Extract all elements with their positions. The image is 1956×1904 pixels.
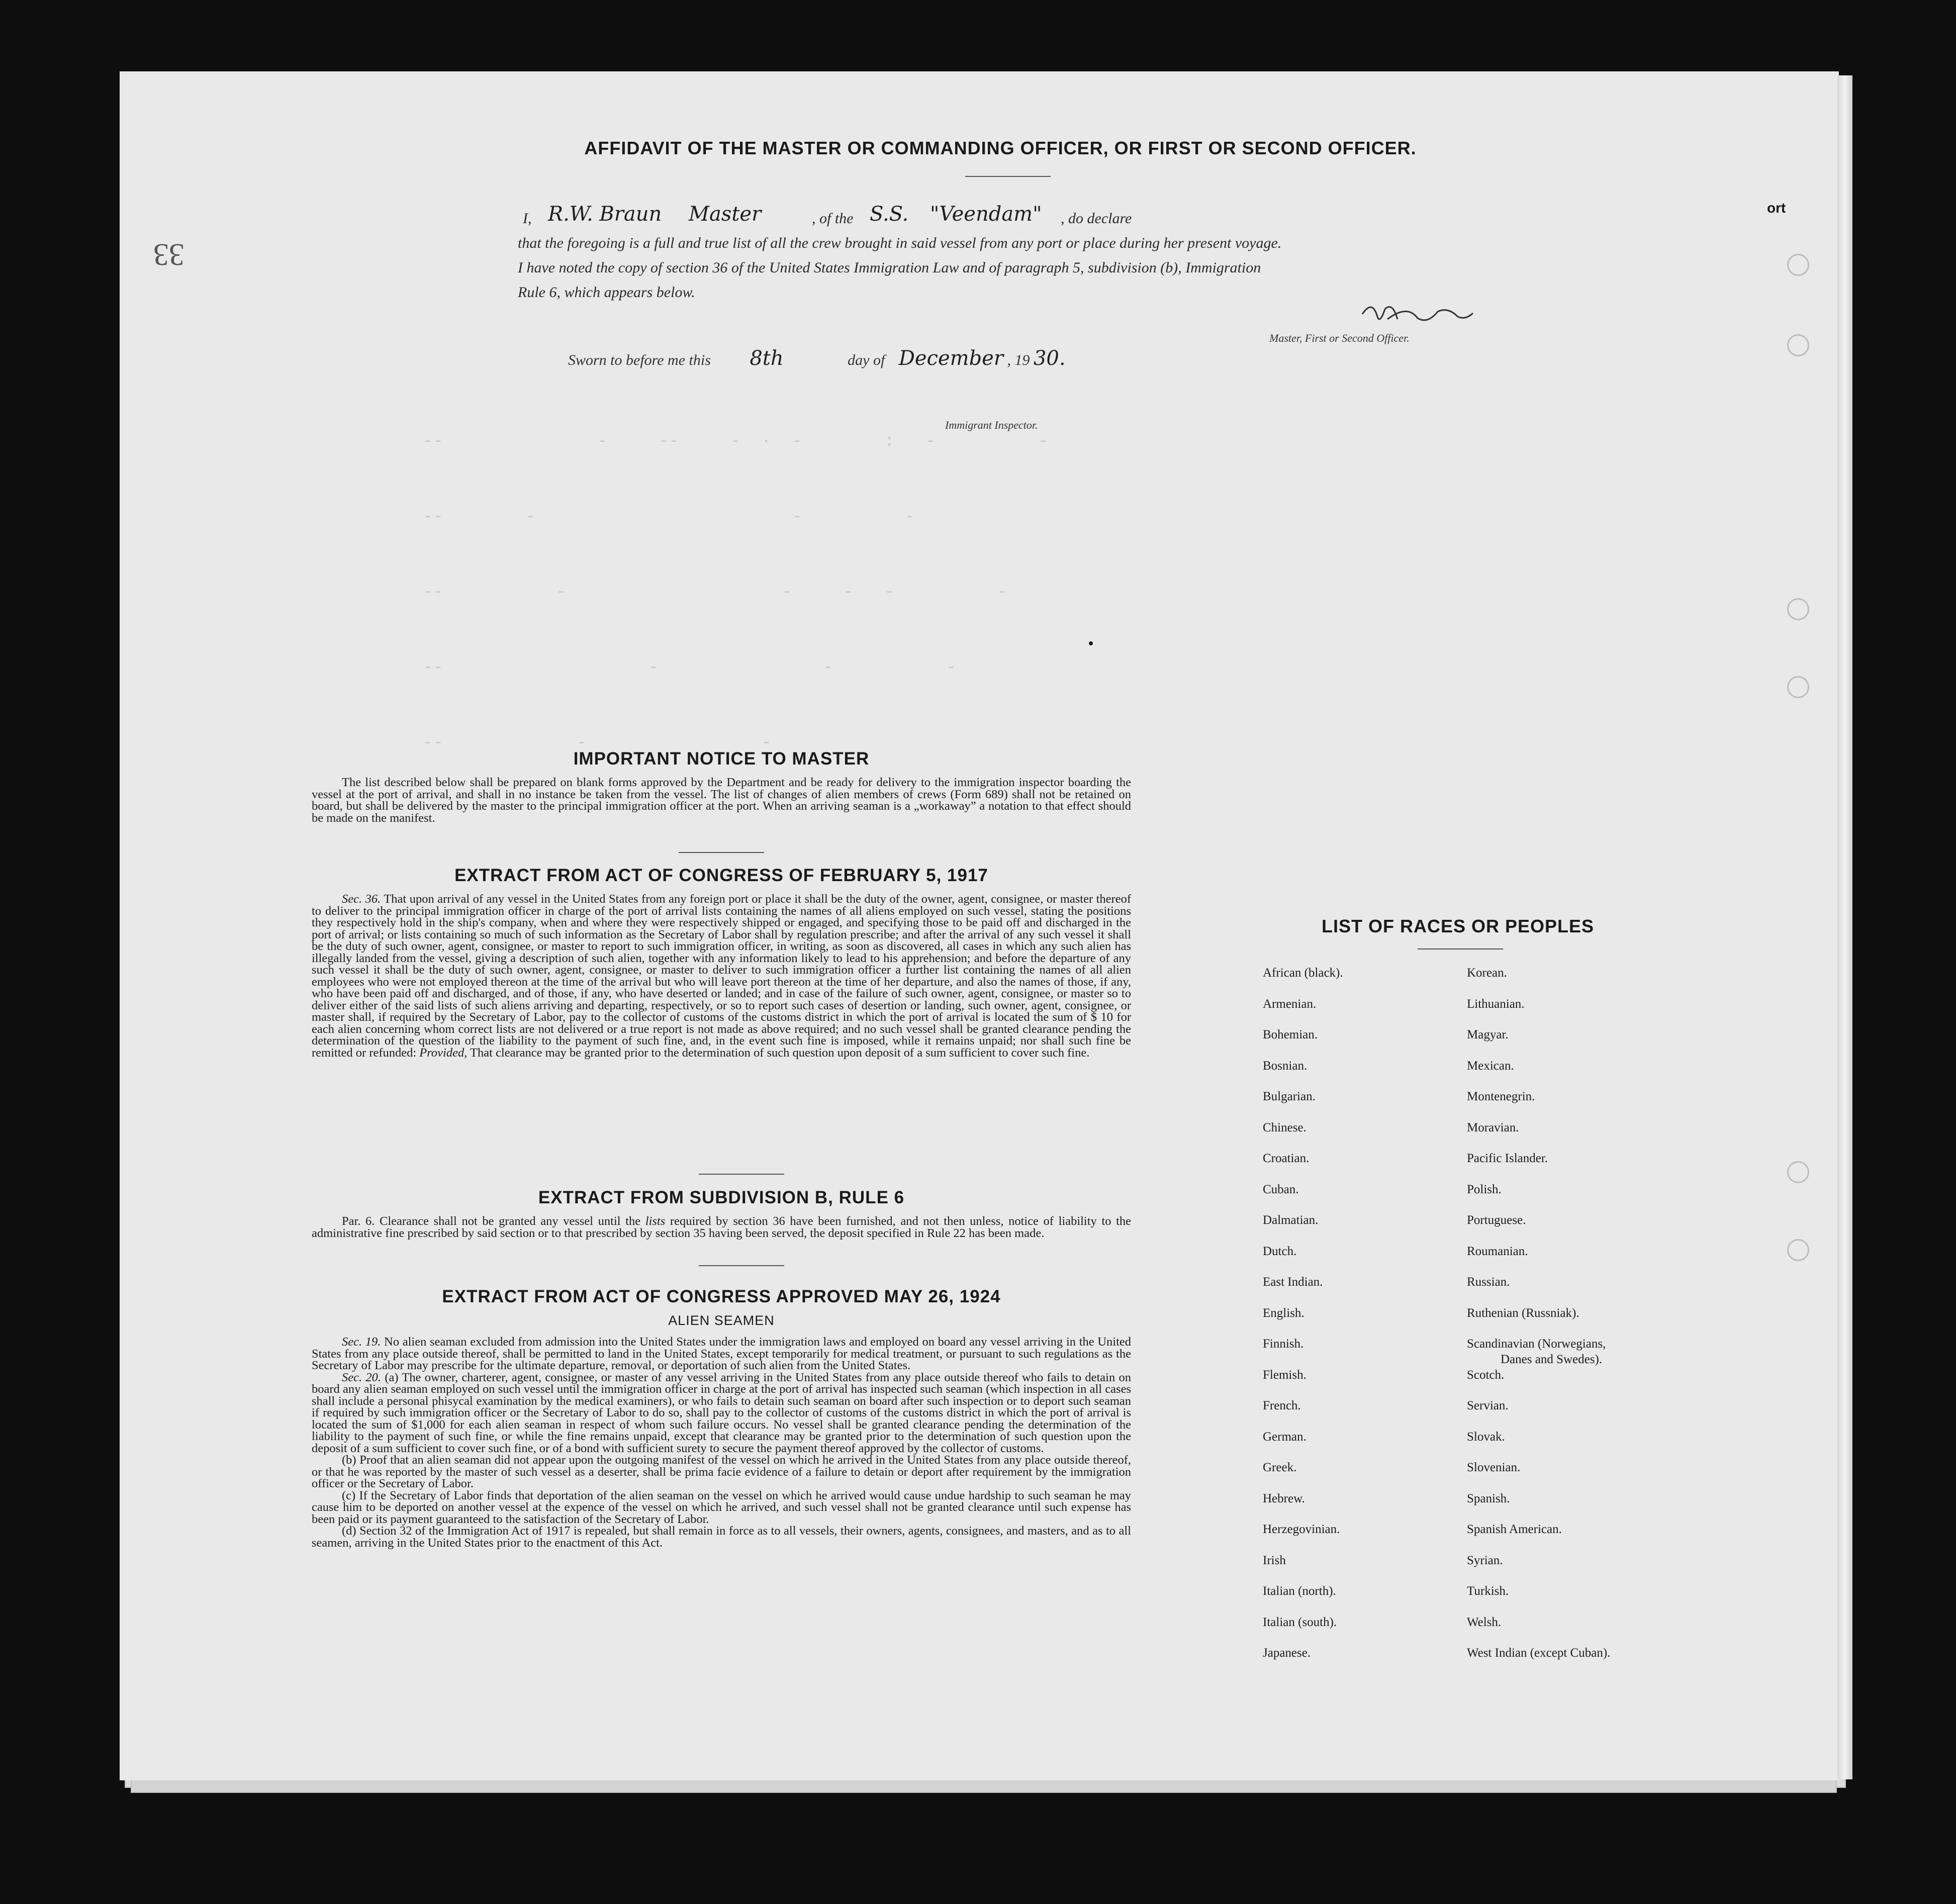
corner-fragment: ort xyxy=(1767,200,1786,216)
race-item-right: Ruthenian (Russniak). xyxy=(1467,1306,1579,1320)
race-item-right: Spanish. xyxy=(1467,1492,1510,1505)
sworn-prefix: Sworn to before me this xyxy=(568,352,711,368)
punch-hole xyxy=(1787,254,1809,276)
of-the-label: , of the xyxy=(812,210,854,227)
race-item-right: Roumanian. xyxy=(1467,1245,1528,1258)
race-item-left: Cuban. xyxy=(1263,1183,1299,1196)
sec-36-body: That upon arrival of any vessel in the United States from any foreign port or place it shall be the duty of the owner, agent, consignee, or master thereof to deliver to the principal immigration officer in charge of the port of arrival lists containing the names of all aliens employed on such vessel, stating the positions they respectively hold in the ship's company, when and where they were respectively shipped or engaged, and specifying those to be paid off and discharged in the port of arrival; or lists containing so much of such information as the Secretary of Labor shall by regulation prescribe; and after the arrival of any such vessel it shall be the duty of such owner, agent, consignee, or master to report to such immigration officer, in writing, as soon as discovered, all cases in which any such alien has illegally landed from the vessel, giving a description of such alien, together with any information likely to lead to his apprehension; and before the departure of any such vessel it shall be the duty of such owner, agent, consignee, or master to deliver to such immigration officer a further list containing the names of all alien employees who were not employed thereon at the time of the arrival but who will leave port thereon at the time of her departure, and also the names of those, if any, who have been paid off and discharged, and of those, if any, who have deserted or landed; and in case of the failure of such owner, agent, consignee, or master so to deliver either of the said lists of such aliens arriving and departing, respectively, or so to report such cases of desertion or landing, such owner, agent, consignee, or master shall, if required by the Secretary of Labor, pay to the collector of customs of the customs district in which the port of arrival is located the sum of $ 10 for each alien concerning whom correct lists are not delivered or a true report is not made as above required; and no such vessel shall be granted clearance pending the determination of the question of the liability to the payment of such fine, and, in the event such fine is imposed, while it remains unpaid; nor shall such fine be remitted or refunded: xyxy=(312,892,1132,1060)
divider xyxy=(1418,948,1503,949)
sec-20b-paragraph: (b) Proof that an alien seaman did not appear upon the outgoing manifest of the vessel on which he arrived in the United States from any place outside thereof, or that he was reported by the master of such vessel as a deserter, shall be prima facie evidence of a failure to detain or deport after requirement by the immigration officer or the Secretary of Labor. xyxy=(312,1453,1131,1490)
race-item-left: Italian (south). xyxy=(1263,1615,1337,1629)
race-item-left: Flemish. xyxy=(1263,1368,1307,1382)
race-item-left: African (black). xyxy=(1263,966,1343,980)
sec-36-paragraph xyxy=(312,893,1131,1059)
provided-word: Provided, xyxy=(419,1045,468,1060)
page-edge xyxy=(1837,75,1852,1779)
bleed-through-text: -- - - - xyxy=(402,658,956,678)
race-item-left: Bosnian. xyxy=(1263,1059,1308,1073)
race-item-right: Mexican. xyxy=(1467,1059,1514,1073)
race-item-right: Servian. xyxy=(1467,1399,1509,1412)
rule-6-body: Par. 6. Clearance shall not be granted any vessel until the xyxy=(342,1214,641,1228)
handwritten-signature xyxy=(1357,294,1478,337)
race-item-right: Turkish. xyxy=(1467,1584,1509,1598)
sec-20a-body: (a) The owner, charterer, agent, consignee, or master of any vessel arriving in the United States from any place outside thereof who fails to detain on board any alien seaman employed on such vessel until the immigration officer in charge at the port of arrival has inspected such seaman (which inspection in all cases shall include a personal phisycal examination by the medical examiners), or who fails to detain such seaman on board after such inspection or to deport such seaman if required by such immigration officer or the Secretary of Labor to do so, shall pay to the collector of customs of the customs district in which the port of arrival is located the sum of $1,000 for each alien seaman in respect of whom such failure occurs. No vessel shall be granted clearance pending the determination of the liability to the payment of such fine, or while the fine remains unpaid, except that clearance may be granted prior to the determination of such question upon the deposit of a sum sufficient to cover such fine, or of a bond with sufficient surety to secure the payment thereof approved by the collector of customs. xyxy=(312,1370,1132,1455)
races-title: LIST OF RACES OR PEOPLES xyxy=(1321,916,1595,936)
rule-6-tail: required by section 36 have been furnished, and not then unless, notice of liability to the administrative fine prescribed by said section or to that prescribed by section 35 having been served, the deposit specified in Rule 22 has been made. xyxy=(312,1214,1132,1240)
sworn-day: 8th xyxy=(750,347,784,370)
race-continuation: Danes and Swedes). xyxy=(1501,1353,1603,1366)
race-item-left: East Indian. xyxy=(1263,1275,1323,1289)
affidavit-text xyxy=(518,203,1473,305)
race-item-right: Magyar. xyxy=(1467,1028,1509,1041)
bleed-through-text: -- - - xyxy=(402,734,772,753)
race-item-left: Armenian. xyxy=(1263,997,1317,1011)
affidavit-prefix: I, xyxy=(523,210,532,227)
race-item-left: Bulgarian. xyxy=(1263,1090,1316,1103)
race-item-left: Finnish. xyxy=(1263,1337,1304,1351)
race-item-left: Japanese. xyxy=(1263,1646,1311,1660)
affidavit-line-3: I have noted the copy of section 36 of the United States Immigration Law and of paragraph 5, subdivision (b), Immigration xyxy=(518,259,1261,276)
sworn-day-of: day of xyxy=(848,352,885,368)
act-1924-title: EXTRACT FROM ACT OF CONGRESS APPROVED MAY 26, 1924 xyxy=(442,1287,1001,1306)
race-item-right: Moravian. xyxy=(1467,1121,1519,1134)
lists-word: lists xyxy=(645,1214,666,1228)
bleed-through-text: -- - - - xyxy=(402,508,915,527)
act-1917-title: EXTRACT FROM ACT OF CONGRESS OF FEBRUARY 5, 1917 xyxy=(454,866,988,885)
divider xyxy=(699,1174,784,1175)
rule-6-paragraph xyxy=(312,1215,1131,1239)
signature-label: Master, First or Second Officer. xyxy=(1269,332,1410,344)
sworn-month: December xyxy=(898,347,1003,370)
bleed-through-text: -- - -- - · - : - - xyxy=(402,432,1049,451)
vessel-type: S.S. xyxy=(870,203,909,226)
race-item-right: West Indian (except Cuban). xyxy=(1467,1646,1611,1660)
sec-20c-paragraph: (c) If the Secretary of Labor finds that deportation of the alien seaman on the vessel on which he arrived would cause undue hardship to such seaman he may cause him to be deported on another vessel at the expence of the vessel on which he arrived, and such vessel shall not be granted clearance until such expense has been paid or its payment guaranteed to the satisfaction of the Secretary of Labor. xyxy=(312,1488,1131,1526)
sec-36-tail: That clearance may be granted prior to the determination of such question upon deposit of a sum sufficient to cover such fine. xyxy=(470,1045,1090,1060)
race-item-right: Spanish American. xyxy=(1467,1522,1562,1536)
race-item-right: Lithuanian. xyxy=(1467,997,1525,1011)
do-declare-label: , do declare xyxy=(1061,210,1132,227)
race-item-left: Italian (north). xyxy=(1263,1584,1336,1598)
divider xyxy=(699,1265,784,1266)
punch-hole xyxy=(1787,1239,1809,1261)
race-item-right: Scandinavian (Norwegians, xyxy=(1467,1337,1606,1351)
race-item-left: English. xyxy=(1263,1306,1305,1320)
sec-20-label: Sec. 20. xyxy=(342,1370,382,1384)
affidavit-line-4: Rule 6, which appears below. xyxy=(518,284,695,301)
race-item-right: Welsh. xyxy=(1467,1615,1502,1629)
affidavit-line-2: that the foregoing is a full and true list of all the crew brought in said vessel from any port or place during her present voyage. xyxy=(518,235,1282,251)
race-item-right: Portuguese. xyxy=(1467,1213,1526,1227)
sec-19-body: No alien seaman excluded from admission into the United States under the immigration laws and employed on board any vessel arriving in the United States from any place outside thereof, shall be permitted to land in the United States, except temporarily for medical treatment, or pursuant to such regulations as the Secretary of Labor may prescribe for the ultimate departure, removal, or deportation of such alien from the United States. xyxy=(312,1335,1131,1372)
race-item-right: Korean. xyxy=(1467,966,1507,980)
race-item-right: Slovenian. xyxy=(1467,1461,1521,1474)
sec-20a-paragraph xyxy=(312,1372,1131,1455)
race-item-right: Syrian. xyxy=(1467,1554,1503,1567)
sworn-year: 30. xyxy=(1033,347,1066,370)
race-item-left: Bohemian. xyxy=(1263,1028,1318,1041)
master-name: R.W. Braun xyxy=(548,203,662,226)
race-item-right: Slovak. xyxy=(1467,1430,1505,1444)
race-item-right: Montenegrin. xyxy=(1467,1090,1535,1103)
affidavit-title: AFFIDAVIT OF THE MASTER OR COMMANDING OFFICER, OR FIRST OR SECOND OFFICER. xyxy=(584,138,1417,158)
divider xyxy=(965,176,1051,177)
sec-19-label: Sec. 19. xyxy=(342,1335,381,1349)
alien-seamen-subtitle: ALIEN SEAMEN xyxy=(668,1313,775,1328)
bleed-through-text: -- - - - - - xyxy=(402,583,1007,602)
act-1917-text xyxy=(312,893,1131,1059)
punch-hole xyxy=(1787,1161,1809,1183)
notice-text xyxy=(312,777,1131,824)
race-item-left: Dutch. xyxy=(1263,1245,1297,1258)
rule-6-title: EXTRACT FROM SUBDIVISION B, RULE 6 xyxy=(538,1188,905,1207)
punch-hole xyxy=(1787,676,1809,698)
sec-19-paragraph xyxy=(312,1336,1131,1372)
sec-36-label: Sec. 36. xyxy=(342,892,381,906)
race-item-left: Irish xyxy=(1263,1554,1286,1567)
ink-dot xyxy=(1089,641,1093,645)
affidavit-line-1 xyxy=(518,203,1473,231)
notice-title: IMPORTANT NOTICE TO MASTER xyxy=(573,749,870,769)
act-1924-text xyxy=(312,1336,1131,1549)
notice-paragraph: The list described below shall be prepared on blank forms approved by the Department and be ready for delivery to the immigration inspector boarding the vessel at the port of arrival, and shall in no instance be taken from the vessel. The list of changes of alien members of crews (Form 689) shall not be retained on board, but shall be delivered by the master to the principal immigration officer at the port. When an arriving seaman is a „workaway” a notation to that effect should be made on the manifest. xyxy=(312,776,1131,825)
race-item-left: French. xyxy=(1263,1399,1301,1412)
race-item-left: Chinese. xyxy=(1263,1121,1307,1134)
race-item-right: Russian. xyxy=(1467,1275,1510,1289)
race-item-right: Polish. xyxy=(1467,1183,1502,1196)
race-item-left: German. xyxy=(1263,1430,1307,1444)
race-item-left: Croatian. xyxy=(1263,1152,1310,1165)
race-item-left: Greek. xyxy=(1263,1461,1297,1474)
punch-hole xyxy=(1787,334,1809,356)
race-item-left: Dalmatian. xyxy=(1263,1213,1319,1227)
inspector-label: Immigrant Inspector. xyxy=(945,419,1038,431)
sworn-year-prefix: , 19 xyxy=(1007,352,1030,368)
sec-20d-paragraph: (d) Section 32 of the Immigration Act of 1917 is repealed, but shall remain in force as to all vessels, their owners, agents, consignees, and masters, and as to all seamen, arriving in the United States prior to the enactment of this Act. xyxy=(312,1524,1131,1550)
vessel-name: "Veendam" xyxy=(930,203,1042,226)
race-item-left: Hebrew. xyxy=(1263,1492,1305,1505)
race-item-right: Scotch. xyxy=(1467,1368,1505,1382)
divider xyxy=(679,852,764,853)
race-item-left: Herzegovinian. xyxy=(1263,1522,1340,1536)
punch-hole xyxy=(1787,598,1809,620)
master-role: Master xyxy=(689,203,762,226)
sworn-line xyxy=(568,347,1066,370)
margin-page-number: 33 xyxy=(153,237,184,271)
race-item-right: Pacific Islander. xyxy=(1467,1152,1548,1165)
rule-6-text xyxy=(312,1215,1131,1239)
